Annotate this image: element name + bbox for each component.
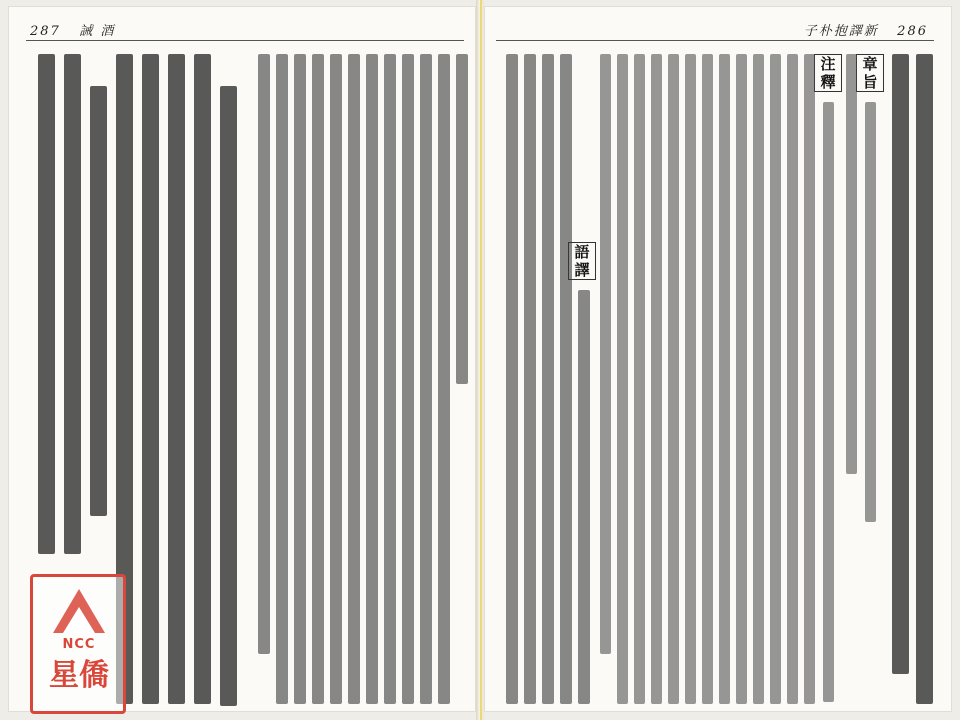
text-column bbox=[194, 54, 211, 704]
text-column bbox=[64, 54, 81, 554]
text-column bbox=[668, 54, 679, 704]
text-column bbox=[438, 54, 450, 704]
text-column bbox=[634, 54, 645, 704]
text-column bbox=[892, 54, 909, 674]
text-column bbox=[420, 54, 432, 704]
text-column bbox=[276, 54, 288, 704]
text-column bbox=[330, 54, 342, 704]
text-column bbox=[719, 54, 730, 704]
text-column bbox=[524, 54, 536, 704]
seller-stamp bbox=[30, 574, 126, 714]
text-column bbox=[736, 54, 747, 704]
text-column bbox=[384, 54, 396, 704]
left-header-rule bbox=[26, 40, 464, 41]
text-column bbox=[617, 54, 628, 704]
text-column bbox=[348, 54, 360, 704]
left-running-head bbox=[30, 20, 115, 39]
text-column bbox=[366, 54, 378, 704]
left-page-number: 287 bbox=[30, 24, 61, 39]
right-book-title: 子朴抱譯新 bbox=[803, 24, 879, 39]
text-column bbox=[753, 54, 764, 704]
text-column bbox=[560, 54, 572, 704]
stamp-name: 星僑 bbox=[49, 658, 109, 693]
text-column bbox=[542, 54, 554, 704]
text-column bbox=[651, 54, 662, 704]
text-column bbox=[168, 54, 185, 704]
text-column bbox=[916, 54, 933, 704]
text-column bbox=[846, 54, 857, 474]
text-column bbox=[220, 86, 237, 706]
text-column bbox=[90, 86, 107, 516]
right-header-rule bbox=[496, 40, 934, 41]
right-page bbox=[484, 6, 952, 712]
stamp-code: NCC bbox=[62, 637, 96, 652]
text-column bbox=[402, 54, 414, 704]
text-column bbox=[294, 54, 306, 704]
right-page-number: 286 bbox=[897, 24, 928, 39]
text-column bbox=[142, 54, 159, 704]
left-page bbox=[8, 6, 476, 712]
gutter-edge bbox=[480, 0, 482, 720]
text-column bbox=[456, 54, 468, 384]
section-label-zhushi: 注 釋 bbox=[814, 54, 842, 92]
text-column bbox=[685, 54, 696, 704]
text-column bbox=[506, 54, 518, 704]
text-column bbox=[770, 54, 781, 704]
text-column bbox=[600, 54, 611, 654]
text-column bbox=[578, 290, 590, 704]
text-column bbox=[804, 54, 815, 704]
left-chapter-title: 誡 酒 bbox=[79, 24, 116, 39]
text-column bbox=[823, 102, 834, 702]
section-label-zhangzhi: 章 旨 bbox=[856, 54, 884, 92]
text-column bbox=[38, 54, 55, 554]
text-column bbox=[865, 102, 876, 522]
text-column bbox=[787, 54, 798, 704]
text-column bbox=[702, 54, 713, 704]
section-label-yuyi: 語 譯 bbox=[568, 242, 596, 280]
text-column bbox=[258, 54, 270, 654]
right-running-head bbox=[804, 20, 928, 39]
text-column bbox=[312, 54, 324, 704]
